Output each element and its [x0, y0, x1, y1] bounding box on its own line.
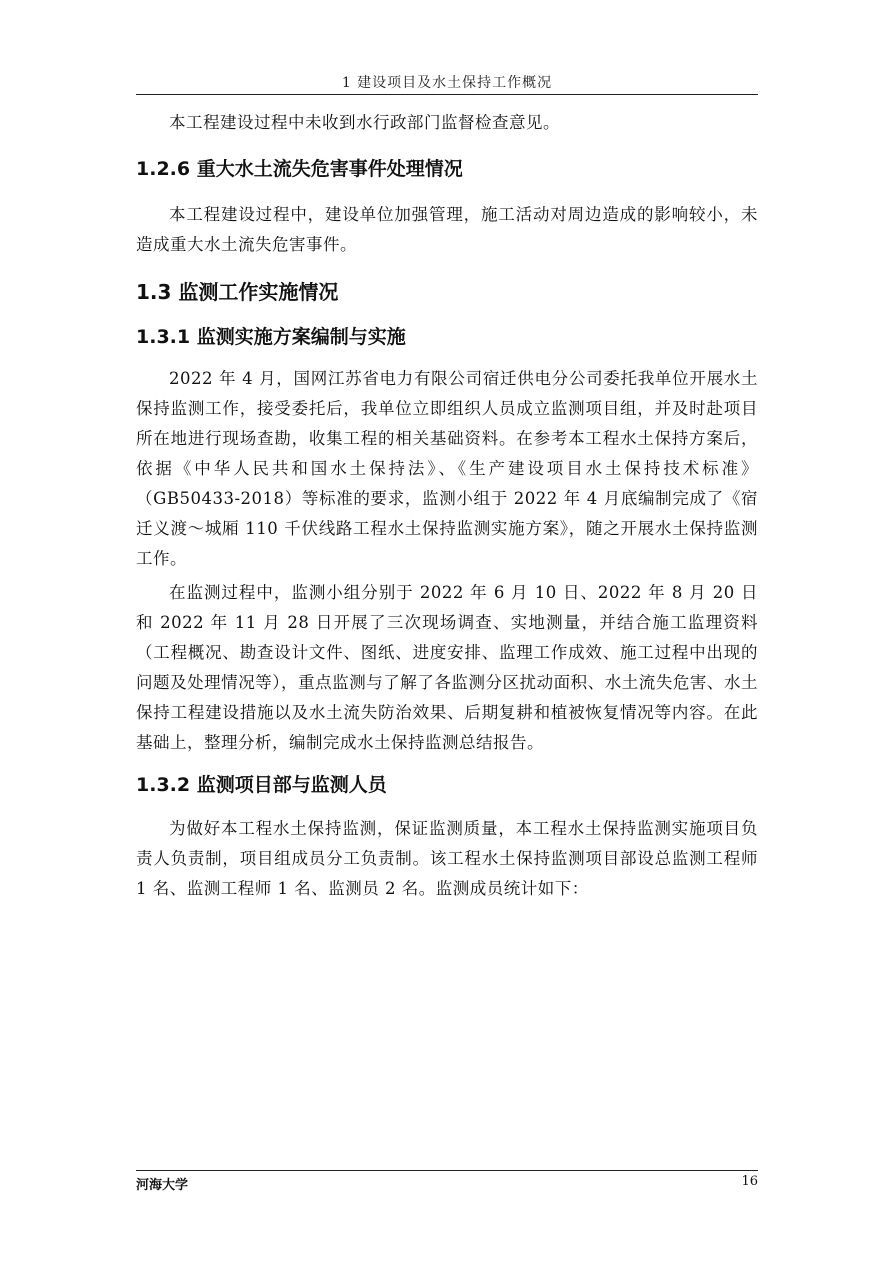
section-1-2-6-paragraph: 本工程建设过程中，建设单位加强管理，施工活动对周边造成的影响较小，未造成重大水土流失危害事件。: [136, 205, 758, 254]
section-1-3-2-paragraph: 为做好本工程水土保持监测，保证监测质量，本工程水土保持监测实施项目负责人负责制，项目组成员分工负责制。该工程水土保持监测项目部设总监测工程师 1 名、监测工程师 1 名、监测员 2 名。监测成员统计如下：: [136, 819, 758, 898]
header-rule: [136, 94, 758, 95]
page-number: 16: [741, 1174, 758, 1189]
section-1-3-heading: 1.3 监测工作实施情况: [136, 280, 339, 304]
page-body: [136, 108, 758, 904]
section-1-3-2-heading: 1.3.2 监测项目部与监测人员: [136, 774, 387, 796]
footer-rule: [136, 1170, 758, 1171]
section-1-3-1-paragraph-1: 2022 年 4 月，国网江苏省电力有限公司宿迁供电分公司委托我单位开展水土保持监测工作，接受委托后，我单位立即组织人员成立监测项目组，并及时赴项目所在地进行现场查勘，收集工程的相关基础资料。在参考本工程水土保持方案后，依据《中华人民共和国水土保持法》、《生产建设项目水土保持技术标准》（GB50433-2018）等标准的要求，监测小组于 2022 年 4 月底编制完成了《宿迁义渡～城厢 110 千伏线路工程水土保持监测实施方案》，随之开展水土保持监测工作。: [136, 369, 758, 568]
section-1-3-1-paragraph-2: 在监测过程中，监测小组分别于 2022 年 6 月 10 日、2022 年 8 月 20 日和 2022 年 11 月 28 日开展了三次现场调查、实地测量，并结合施工监理资料（工程概况、勘查设计文件、图纸、进度安排、监理工作成效、施工过程中出现的问题及处理情况等），重点监测与了解了各监测分区扰动面积、水土流失危害、水土保持工程建设措施以及水土流失防治效果、后期复耕和植被恢复情况等内容。在此基础上，整理分析，编制完成水土保持监测总结报告。: [136, 583, 758, 752]
section-1-3-1-heading: 1.3.1 监测实施方案编制与实施: [136, 326, 406, 348]
running-header: 1 建设项目及水土保持工作概况: [341, 75, 553, 91]
intro-paragraph: 本工程建设过程中未收到水行政部门监督检查意见。: [169, 113, 560, 132]
footer-institution: 河海大学: [136, 1178, 189, 1193]
section-1-2-6-heading: 1.2.6 重大水土流失危害事件处理情况: [136, 158, 463, 180]
